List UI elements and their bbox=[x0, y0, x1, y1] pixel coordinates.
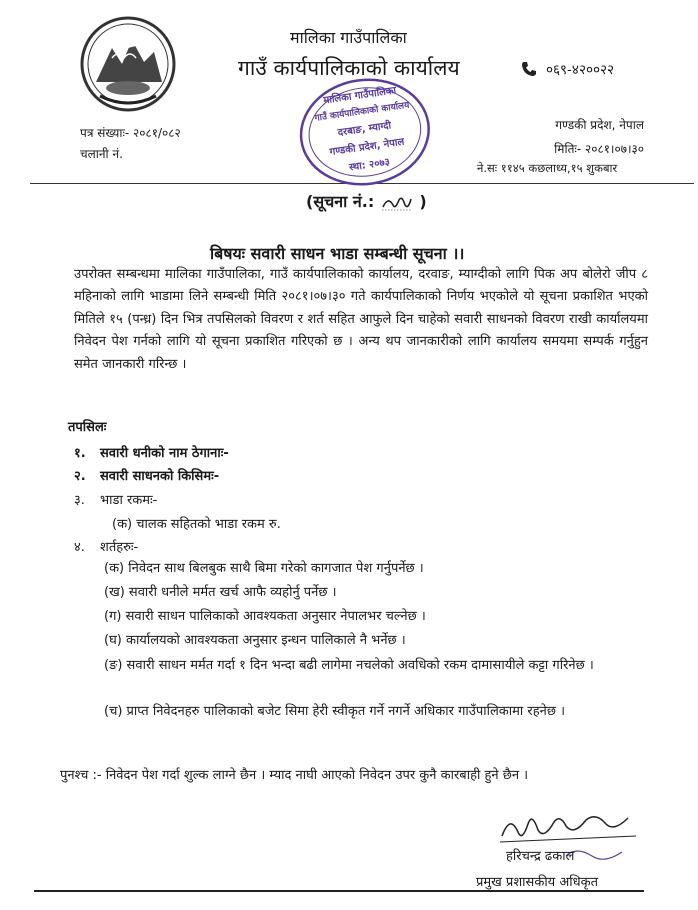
footnote: पुनश्च :- निवेदन पेश गर्दा शुल्क लाग्ने छैन । म्याद नाघी आएको निवेदन उपर कुनै कारबाही हुने छैन । bbox=[60, 768, 529, 783]
details-label: तपसिलः bbox=[68, 420, 107, 435]
office-title: गाउँ कार्यपालिकाको कार्यालय bbox=[238, 56, 460, 80]
detail-item bbox=[74, 443, 229, 461]
signatory-name: हरिचन्द्र ढकाल bbox=[506, 849, 575, 864]
phone-row bbox=[520, 60, 614, 78]
letter-number: पत्र संख्याः- २०८१/०८२ bbox=[80, 126, 181, 140]
item-number: १. bbox=[74, 446, 86, 461]
government-emblem-icon bbox=[78, 14, 178, 114]
office-stamp bbox=[296, 74, 434, 192]
office-name: मालिका गाउँपालिका bbox=[290, 28, 407, 47]
condition-item: (ख) सवारी धनीले मर्मत खर्च आफै व्यहोर्नु पर्नेछ । bbox=[104, 585, 337, 600]
detail-item bbox=[74, 490, 157, 508]
phone-icon bbox=[520, 60, 538, 78]
item-text: भाडा रकमः- bbox=[100, 493, 158, 508]
body-paragraph: उपरोक्त सम्बन्धमा मालिका गाउँपालिका, गाउँ कार्यपालिकाको कार्यालय, दरवाङ, म्याग्दीको लागि पिक अप बोलेरो जीप ८ महिनाको लागि भाडामा लिने सम्बन्धी मिति २०८१।०७।३० गते कार्यपालिकाको निर्णय भएकोले यो सूचना प्रकाशित भएको मितिले १५ (पन्ध्र) दिन भित्र तपसिलको विवरण र शर्त सहित आफुले दिन चाहेको सवारी साधनको विवरण राखी कार्यालयमा निवेदन पेश गर्नको लागि यो सूचना प्रकाशित गरिएको छ । अन्य थप जानकारीको लागि कार्यालय समयमा सम्पर्क गर्नुहुन समेत जानकारी गरिन्छ । bbox=[74, 267, 648, 372]
stamp-line-1: मालिका गाउँपालिका bbox=[322, 85, 397, 107]
item-text: शर्तहरुः- bbox=[100, 540, 139, 555]
detail-item bbox=[74, 466, 219, 484]
detail-item bbox=[74, 537, 138, 555]
notice-label-open: (सूचना नं.: bbox=[306, 192, 375, 211]
signatory-title: प्रमुख प्रशासकीय अधिकृत bbox=[476, 875, 599, 890]
footer-divider bbox=[34, 890, 644, 892]
item-number: ४. bbox=[74, 540, 85, 555]
handwritten-notice-number bbox=[380, 193, 414, 213]
stamp-line-4: गण्डकी प्रदेश, नेपाल bbox=[329, 136, 406, 159]
item-number: २. bbox=[74, 469, 86, 484]
address: ने.सः ११४५ कछलाध्य,१५ शुकबार bbox=[477, 161, 618, 175]
notice-number bbox=[306, 190, 427, 213]
condition-item: (घ) कार्यालयको आवश्यकता अनुसार इन्धन पालिकाले नै भर्नेछ । bbox=[104, 633, 406, 648]
condition-item: (क) निवेदन साथ बिलबुक साथै बिमा गरेको कागजात पेश गर्नुपर्नेछ । bbox=[104, 561, 424, 576]
date: मितिः- २०८१।०७।३० bbox=[554, 142, 644, 156]
stamp-line-3: दरबाङ, म्याग्दी bbox=[337, 120, 392, 139]
phone-number: ०६९-४२००२२ bbox=[546, 62, 615, 78]
notice-label-close: ) bbox=[419, 192, 427, 211]
item-number: ३. bbox=[74, 493, 85, 508]
stamp-line-2: गाउँ कार्यपालिकाको कार्यालय bbox=[314, 100, 411, 124]
province: गण्डकी प्रदेश, नेपाल bbox=[555, 118, 644, 132]
dispatch-number: चलानी नं. bbox=[80, 147, 123, 161]
item-text: सवारी साधनको किसिमः- bbox=[100, 469, 220, 484]
condition-item: (ङ) सवारी साधन मर्मत गर्दा १ दिन भन्दा बढी लागेमा नचलेको अवधिको रकम दामासायीले कट्टा गरिनेछ । bbox=[104, 658, 594, 673]
subject-line: बिषयः सवारी साधन भाडा सम्बन्धी सूचना ।। bbox=[210, 244, 465, 263]
stamp-line-5: स्था: २०७३ bbox=[348, 156, 391, 174]
condition-item: (ग) सवारी साधन पालिकाको आवश्यकता अनुसार नेपालभर चल्नेछ । bbox=[104, 609, 426, 624]
item-text: सवारी धनीको नाम ठेगानाः- bbox=[100, 446, 229, 461]
condition-item: (च) प्राप्त निवेदनहरु पालिकाको बजेट सिमा हेरी स्वीकृत गर्ने नगर्ने अधिकार गाउँपालिकामा रहनेछ । bbox=[104, 704, 566, 719]
sub-item: (क) चालक सहितको भाडा रकम रु. bbox=[112, 517, 281, 532]
